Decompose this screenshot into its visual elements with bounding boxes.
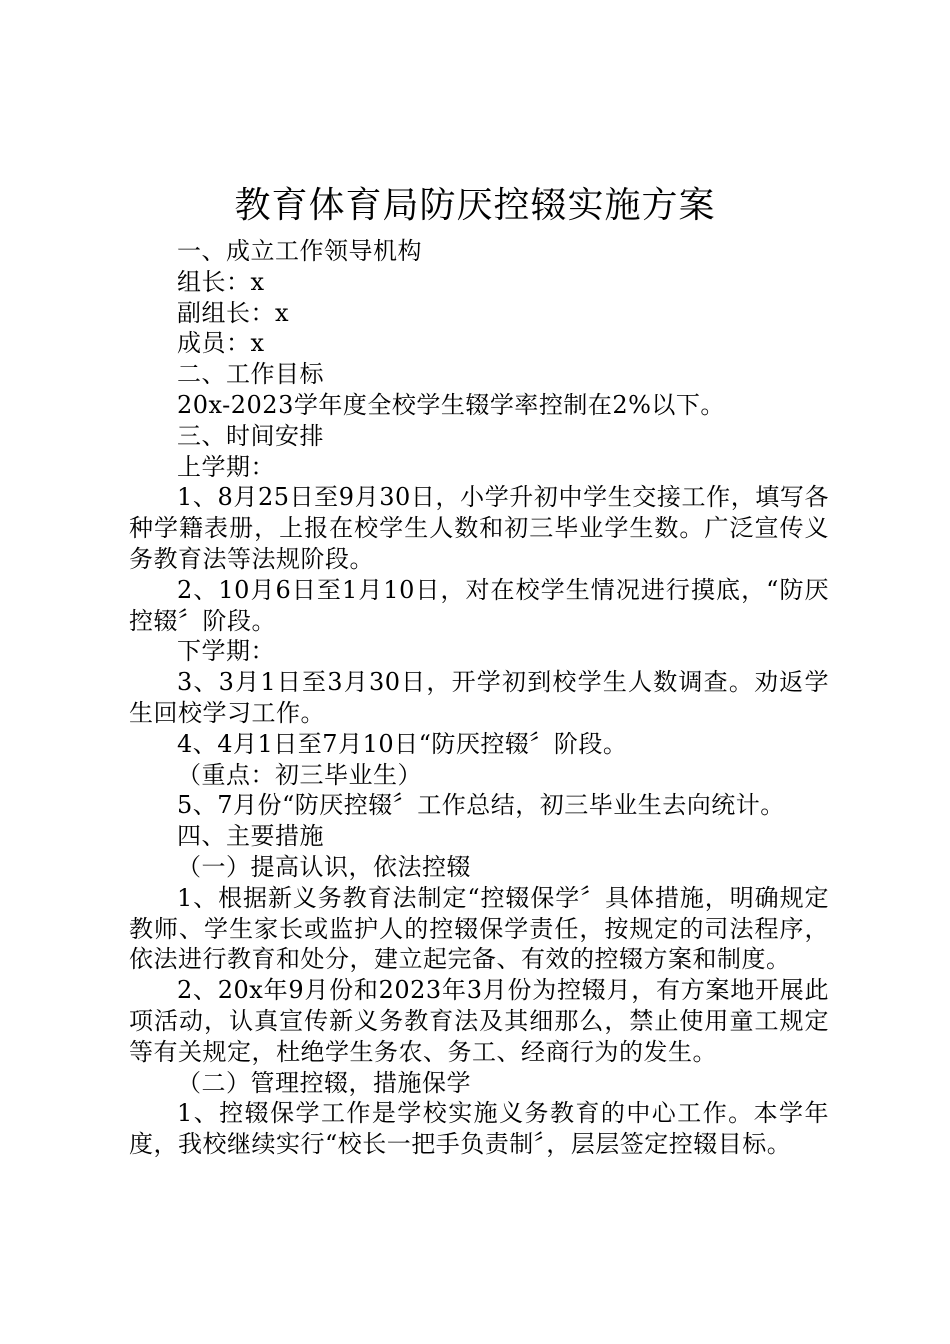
document-body <box>129 236 829 1160</box>
paragraph: 4、4月1日至7月10日“防厌控辍〞阶段。 <box>177 729 628 758</box>
subheading: （二）管理控辍，措施保学 <box>177 1068 471 1097</box>
paragraph: 下学期： <box>177 637 275 666</box>
heading-3: 三、时间安排 <box>177 421 324 450</box>
paragraph: 上学期： <box>177 452 275 481</box>
paragraph: 1、控辍保学工作是学校实施义务教育的中心工作。本学年度，我校继续实行“校长一把手负责制〞，层层签定控辍目标。 <box>129 1099 829 1159</box>
paragraph: 1、根据新义务教育法制定“控辍保学〞具体措施，明确规定教师、学生家长或监护人的控辍保学责任，按规定的司法程序，依法进行教育和处分，建立起完备、有效的控辍方案和制度。 <box>129 883 829 974</box>
paragraph: 1、8月25日至9月30日，小学升初中学生交接工作，填写各种学籍表册，上报在校学生人数和初三毕业学生数。广泛宣传义务教育法等法规阶段。 <box>129 483 829 573</box>
paragraph: 副组长：x <box>177 298 290 327</box>
heading-4: 四、主要措施 <box>177 822 324 851</box>
paragraph: 组长：x <box>177 267 265 296</box>
paragraph: 5、7月份“防厌控辍〞工作总结，初三毕业生去向统计。 <box>177 791 785 820</box>
paragraph: 成员：x <box>177 329 265 358</box>
paragraph: 2、20x年9月份和2023年3月份为控辍月，有方案地开展此项活动，认真宣传新义务教育法及其细那么，禁止使用童工规定等有关规定，杜绝学生务农、务工、经商行为的发生。 <box>129 976 829 1066</box>
paragraph: 2、10月6日至1月10日，对在校学生情况进行摸底，“防厌控辍〞阶段。 <box>129 575 829 635</box>
paragraph: 20x-2023学年度全校学生辍学率控制在2%以下。 <box>177 390 725 419</box>
paragraph: 3、3月1日至3月30日，开学初到校学生人数调查。劝返学生回校学习工作。 <box>129 668 829 727</box>
subheading: （一）提高认识，依法控辍 <box>177 852 471 881</box>
heading-2: 二、工作目标 <box>177 360 324 389</box>
heading-1: 一、成立工作领导机构 <box>177 237 422 265</box>
document-title: 教育体育局防厌控辍实施方案 <box>234 185 716 226</box>
paragraph: （重点：初三毕业生） <box>177 760 422 789</box>
